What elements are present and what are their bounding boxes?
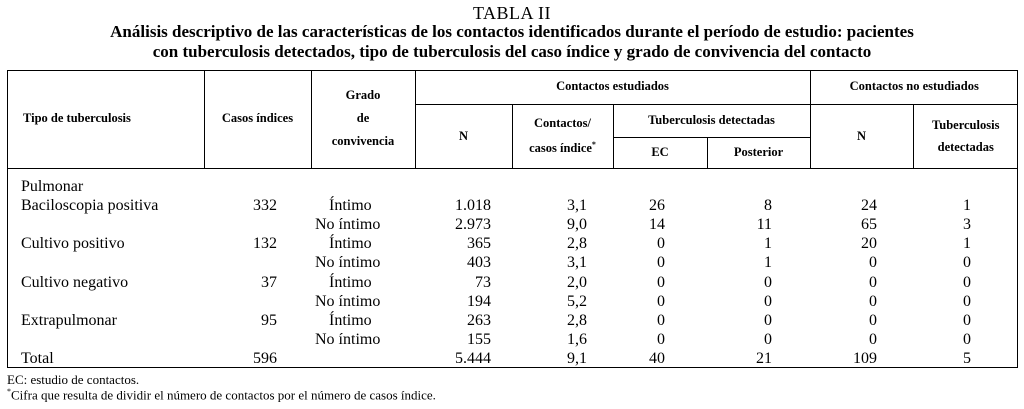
table-row — [7, 177, 1018, 196]
cell-n2: 109 — [853, 350, 877, 368]
cell-casos: 95 — [261, 311, 277, 329]
cell-casos — [204, 330, 311, 349]
header-grado-1: Grado — [345, 88, 381, 103]
table-row — [7, 196, 1018, 215]
cell-ratio: 1,6 — [567, 331, 587, 349]
header-grado-2: de — [356, 111, 370, 126]
cell-tb: 5 — [963, 350, 971, 368]
cell-ratio: 2,8 — [567, 311, 587, 329]
cell-casos — [204, 292, 311, 311]
cell-posterior: 0 — [764, 311, 772, 329]
table-row — [7, 273, 1018, 292]
cell-casos: 332 — [253, 196, 277, 214]
cell-grado: Íntimo — [329, 273, 372, 291]
cell-ec: 0 — [657, 254, 665, 272]
cell-tb: 0 — [963, 331, 971, 349]
cell-ec: 14 — [649, 215, 665, 233]
cell-ec — [613, 177, 707, 196]
cell-n: 194 — [467, 292, 491, 310]
cell-casos — [204, 177, 311, 196]
header-ratio-2: casos índice* — [529, 140, 596, 156]
cell-n2: 65 — [861, 215, 877, 233]
cell-tipo: Total — [21, 350, 54, 368]
cell-n: 1.018 — [455, 196, 491, 214]
header-casos: Casos índices — [204, 70, 311, 168]
cell-n: 155 — [467, 331, 491, 349]
cell-grado: Íntimo — [329, 196, 372, 214]
cell-grado: Íntimo — [329, 235, 372, 253]
table-row — [7, 311, 1018, 330]
cell-grado: No íntimo — [315, 215, 381, 233]
header-tb-det-1: Tuberculosis — [932, 118, 1000, 132]
cell-tb: 0 — [963, 311, 971, 329]
header-tb-detectadas: Tuberculosis detectadas — [613, 104, 810, 137]
cell-grado: No íntimo — [315, 331, 381, 349]
cell-ec: 0 — [657, 311, 665, 329]
cell-casos: 596 — [253, 350, 277, 368]
footnote-ratio: *Cifra que resulta de dividir el número de contactos por el número de casos índice. — [7, 387, 436, 403]
table-row — [7, 330, 1018, 349]
header-estudiados: Contactos estudiados — [415, 70, 810, 104]
cell-tb: 0 — [963, 273, 971, 291]
cell-casos — [204, 253, 311, 272]
header-tb-det — [913, 104, 1018, 168]
cell-ratio: 9,0 — [567, 215, 587, 233]
cell-n2: 0 — [869, 292, 877, 310]
cell-n2: 24 — [861, 196, 877, 214]
cell-n2 — [810, 177, 913, 196]
table-number: TABLA II — [472, 3, 552, 23]
footnote-marker: * — [591, 140, 596, 150]
cell-n: 2.973 — [455, 215, 491, 233]
cell-posterior — [707, 177, 810, 196]
cell-ec: 0 — [657, 331, 665, 349]
header-no-estudiados: Contactos no estudiados — [810, 70, 1018, 104]
caption-line-1: Análisis descriptivo de las características de los contactos identificados durante el período de estudio: pacientes — [110, 22, 914, 41]
cell-tipo: Baciloscopia positiva — [21, 196, 159, 214]
cell-posterior: 21 — [756, 350, 772, 368]
cell-ratio: 3,1 — [567, 254, 587, 272]
cell-grado: No íntimo — [315, 292, 381, 310]
header-ratio — [512, 104, 613, 168]
cell-n: 403 — [467, 254, 491, 272]
header-ec: EC — [613, 137, 707, 168]
cell-tipo — [7, 292, 204, 311]
cell-n: 263 — [467, 311, 491, 329]
data-table — [7, 70, 1018, 369]
cell-n2: 0 — [869, 331, 877, 349]
header-tipo: Tipo de tuberculosis — [7, 70, 204, 168]
header-posterior: Posterior — [707, 137, 810, 168]
table-caption — [0, 22, 1024, 62]
cell-posterior: 0 — [764, 292, 772, 310]
table-row — [7, 215, 1018, 234]
cell-ratio — [512, 177, 613, 196]
cell-ec: 0 — [657, 292, 665, 310]
cell-tb — [913, 177, 1018, 196]
cell-ec: 26 — [649, 196, 665, 214]
header-n: N — [415, 104, 512, 168]
cell-posterior: 11 — [756, 215, 772, 233]
table-row — [7, 292, 1018, 311]
table-row — [7, 253, 1018, 272]
cell-posterior: 1 — [764, 254, 772, 272]
cell-ec: 0 — [657, 273, 665, 291]
cell-ratio: 2,8 — [567, 235, 587, 253]
cell-ec: 40 — [649, 350, 665, 368]
header-tb-det-2: detectadas — [937, 140, 994, 154]
header-grado-3: convivencia — [331, 134, 395, 149]
footnote-ec: EC: estudio de contactos. — [7, 372, 140, 387]
cell-tipo: Cultivo positivo — [21, 235, 125, 253]
cell-tipo: Pulmonar — [21, 177, 84, 195]
cell-ratio: 9,1 — [567, 350, 587, 368]
header-grado — [311, 70, 415, 168]
cell-grado: Íntimo — [329, 311, 372, 329]
cell-n2: 0 — [869, 273, 877, 291]
cell-ec: 0 — [657, 235, 665, 253]
cell-tb: 0 — [963, 292, 971, 310]
cell-n: 73 — [475, 273, 491, 291]
cell-posterior: 0 — [764, 331, 772, 349]
cell-tipo — [7, 253, 204, 272]
cell-tipo: Cultivo negativo — [21, 273, 129, 291]
cell-casos: 132 — [253, 235, 277, 253]
header-n2: N — [810, 104, 913, 168]
caption-line-2: con tuberculosis detectados, tipo de tuberculosis del caso índice y grado de convivencia del contacto — [152, 42, 872, 61]
cell-tb: 1 — [963, 196, 971, 214]
cell-n — [415, 177, 512, 196]
cell-n: 5.444 — [455, 350, 491, 368]
cell-posterior: 0 — [764, 273, 772, 291]
cell-tb: 1 — [963, 235, 971, 253]
header-ratio-1: Contactos/ — [534, 116, 591, 131]
cell-ratio: 3,1 — [567, 196, 587, 214]
table-row — [7, 349, 1018, 368]
cell-casos: 37 — [261, 273, 277, 291]
cell-grado — [311, 177, 415, 196]
cell-ratio: 2,0 — [567, 273, 587, 291]
cell-tipo — [7, 330, 204, 349]
cell-casos — [204, 215, 311, 234]
cell-n2: 0 — [869, 254, 877, 272]
cell-ratio: 5,2 — [567, 292, 587, 310]
cell-tipo — [7, 215, 204, 234]
cell-tb: 0 — [963, 254, 971, 272]
cell-posterior: 8 — [764, 196, 772, 214]
cell-n: 365 — [467, 235, 491, 253]
cell-n2: 0 — [869, 311, 877, 329]
cell-posterior: 1 — [764, 235, 772, 253]
cell-grado — [311, 349, 415, 368]
table-row — [7, 234, 1018, 253]
cell-n2: 20 — [861, 235, 877, 253]
cell-tipo: Extrapulmonar — [21, 311, 117, 329]
cell-grado: No íntimo — [315, 254, 381, 272]
cell-tb: 3 — [963, 215, 971, 233]
